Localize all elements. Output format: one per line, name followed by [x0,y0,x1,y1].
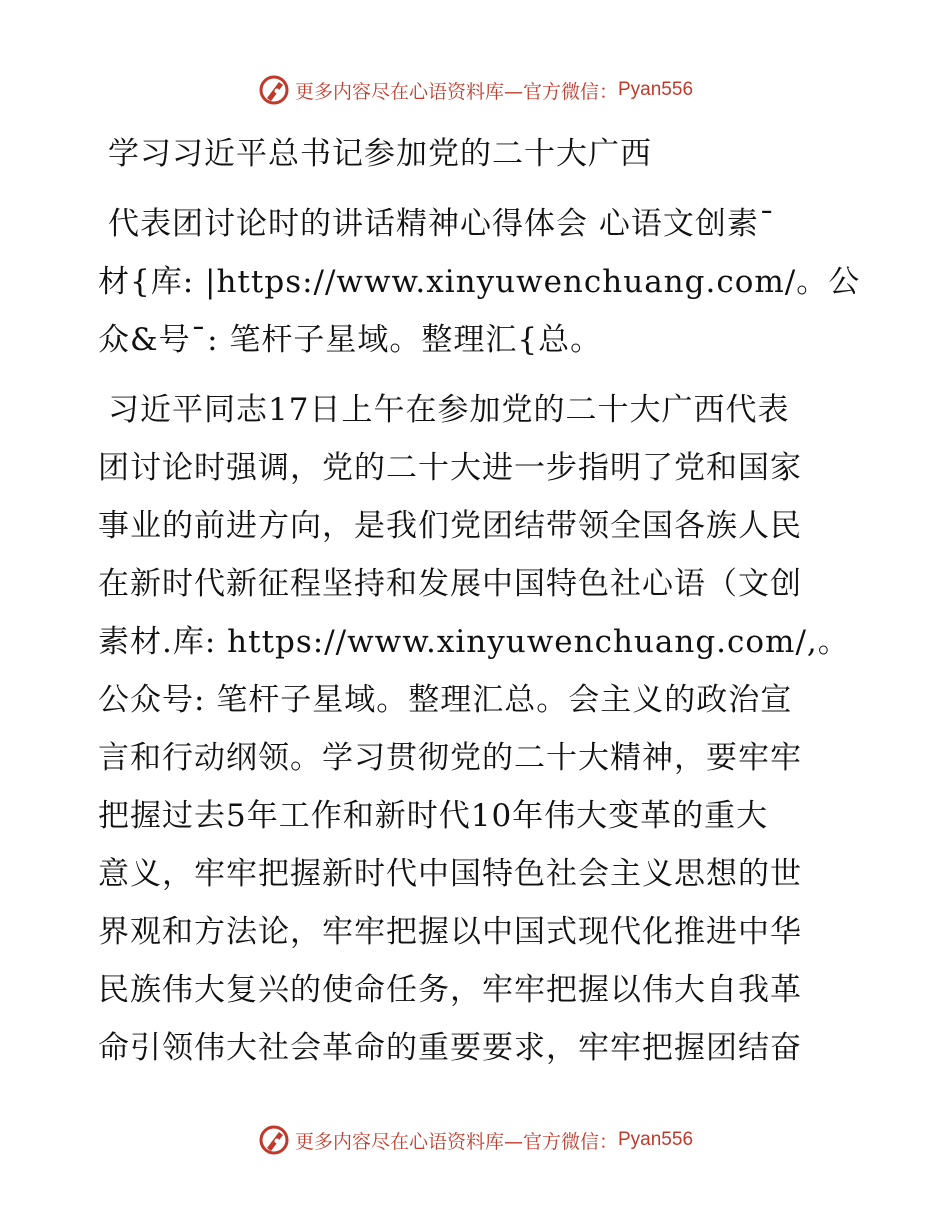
intro-line: 众&号¯: 笔杆子星域。整理汇{总。 [98,322,603,358]
banner-wechat-text: —官方微信： [503,1130,618,1153]
body-line: 团讨论时强调，党的二十大进一步指明了党和国家 [98,450,802,486]
intro-paragraph [98,195,861,369]
body-line: 素材.库: https://www.xinyuwenchuang.com/,。 [98,624,850,660]
body-line: 意义，牢牢把握新时代中国特色社会主义思想的世 [98,856,802,892]
banner-wechat-text: —官方微信： [503,80,618,103]
pen-circle-logo-icon [257,73,291,107]
body-line: 界观和方法论，牢牢把握以中国式现代化推进中华 [98,914,802,950]
banner-lead-text: 更多内容尽在心语资料库 [294,1130,504,1153]
body-line: 习近平同志17日上午在参加党的二十大广西代表 [108,392,790,428]
banner-wechat-handle: Pyan556 [618,79,694,100]
body-line: 民族伟大复兴的使命任务，牢牢把握以伟大自我革 [98,972,802,1008]
banner-lead-text: 更多内容尽在心语资料库 [294,80,504,103]
intro-line: 代表团讨论时的讲话精神心得体会 心语文创素¯ [108,206,776,242]
body-line: 言和行动纲领。学习贯彻党的二十大精神，要牢牢 [98,740,802,776]
intro-line: 材{库: |https://www.xinyuwenchuang.com/。公 [98,264,861,300]
header-watermark-banner [0,70,950,110]
body-line: 把握过去5年工作和新时代10年伟大变革的重大 [98,798,769,834]
body-line: 公众号: 笔杆子星域。整理汇总。会主义的政治宣 [98,682,793,718]
pen-circle-logo-icon [257,1123,291,1157]
footer-watermark-banner [0,1120,950,1160]
body-line: 在新时代新征程坚持和发展中国特色社心语（文创 [98,566,802,602]
main-paragraph [98,381,858,1077]
body-line: 事业的前进方向，是我们党团结带领全国各族人民 [98,508,802,544]
page-title: 学习习近平总书记参加党的二十大广西 [108,136,652,172]
document-body [98,125,861,1077]
banner-wechat-handle: Pyan556 [618,1129,694,1150]
body-line: 命引领伟大社会革命的重要要求，牢牢把握团结奋 [98,1030,802,1066]
